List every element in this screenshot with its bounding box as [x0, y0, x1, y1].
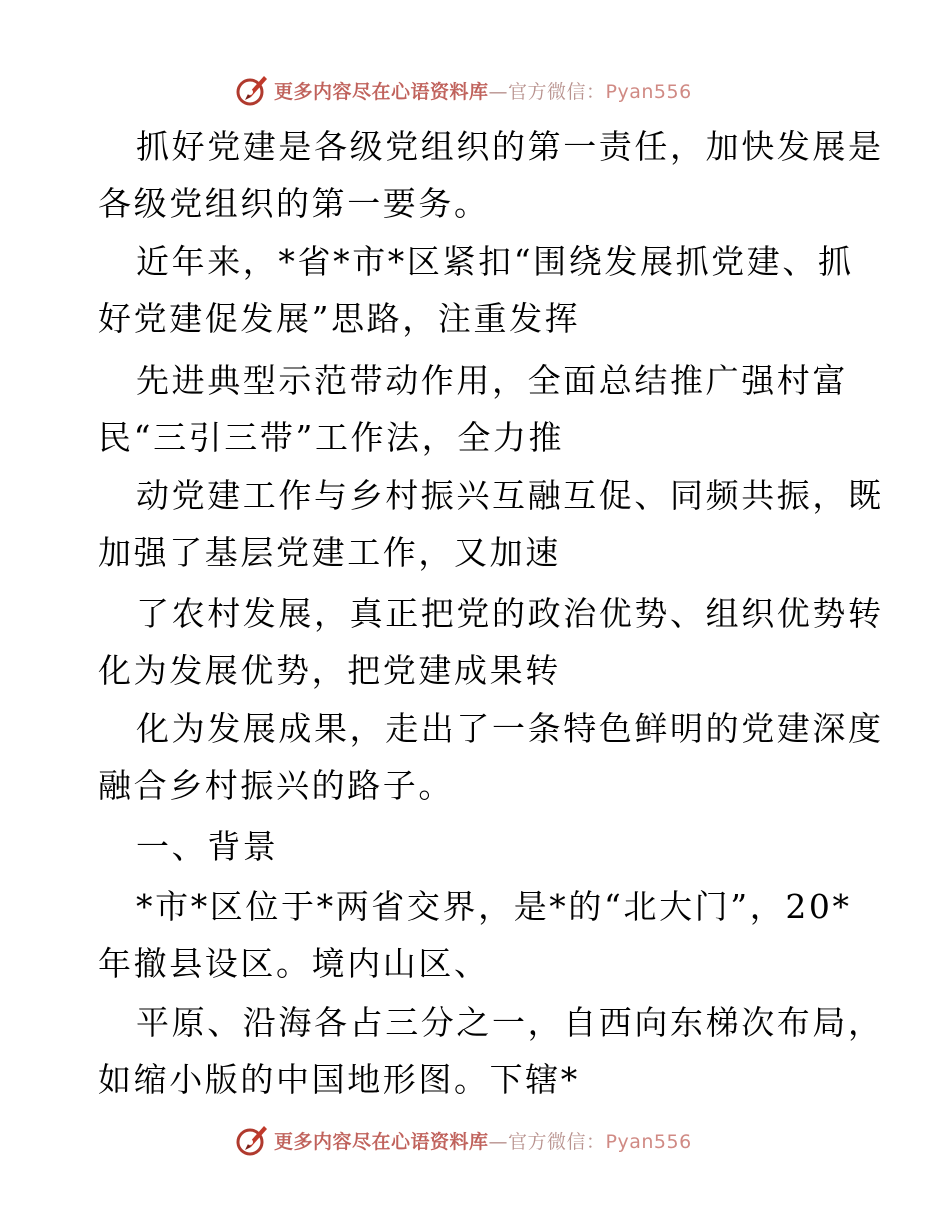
paragraph-line: 先进典型示范带动作用，全面总结推广强村富 [136, 361, 848, 400]
header-watermark [234, 70, 692, 110]
paragraph-line: 平原、沿海各占三分之一，自西向东梯次布局， [136, 1003, 884, 1042]
watermark-separator: —官方微信： [488, 1130, 606, 1153]
watermark-prefix: 更多内容尽在心语资料库 [274, 80, 489, 103]
paragraph-line: 化为发展成果，走出了一条特色鲜明的党建深度 [136, 709, 884, 748]
watermark-text [274, 77, 692, 104]
paragraph-line: 如缩小版的中国地形图。下辖* [98, 1060, 580, 1099]
watermark-prefix: 更多内容尽在心语资料库 [274, 1130, 489, 1153]
paragraph-5 [98, 585, 884, 699]
section-heading-background [98, 818, 858, 875]
pen-nib-logo-icon [234, 72, 270, 108]
paragraph-line: 化为发展优势，把党建成果转 [98, 651, 561, 690]
paragraph-3 [98, 352, 858, 466]
paragraph-line: 抓好党建是各级党组织的第一责任，加快发展是 [136, 127, 884, 166]
paragraph-line: 加强了基层党建工作，又加速 [98, 533, 561, 572]
watermark-text [274, 1127, 692, 1154]
paragraph-line: 动党建工作与乡村振兴互融互促、同频共振，既 [136, 476, 884, 515]
paragraph-line: 民“三引三带”工作法，全力推 [98, 418, 565, 457]
paragraph-line: 好党建促发展”思路，注重发挥 [98, 299, 581, 338]
paragraph-1 [98, 118, 884, 232]
watermark-wechat-id: Pyan556 [605, 80, 692, 103]
paragraph-8 [98, 994, 884, 1108]
paragraph-line: 年撤县设区。境内山区、 [98, 944, 490, 983]
paragraph-6 [98, 700, 884, 814]
paragraph-line: 各级党组织的第一要务。 [98, 184, 490, 223]
paragraph-line: 融合乡村振兴的路子。 [98, 766, 454, 805]
paragraph-line: *市*区位于*两省交界，是*的“北大门”，20* [136, 887, 852, 926]
footer-watermark [234, 1120, 692, 1160]
pen-nib-logo-icon [234, 1122, 270, 1158]
watermark-separator: —官方微信： [488, 80, 606, 103]
paragraph-7 [98, 878, 858, 992]
paragraph-4 [98, 467, 884, 581]
section-heading: 一、背景 [136, 827, 279, 866]
paragraph-2 [98, 233, 858, 347]
paragraph-line: 近年来，*省*市*区紧扣“围绕发展抓党建、抓 [136, 242, 854, 281]
paragraph-line: 了农村发展，真正把党的政治优势、组织优势转 [136, 594, 884, 633]
watermark-wechat-id: Pyan556 [605, 1130, 692, 1153]
